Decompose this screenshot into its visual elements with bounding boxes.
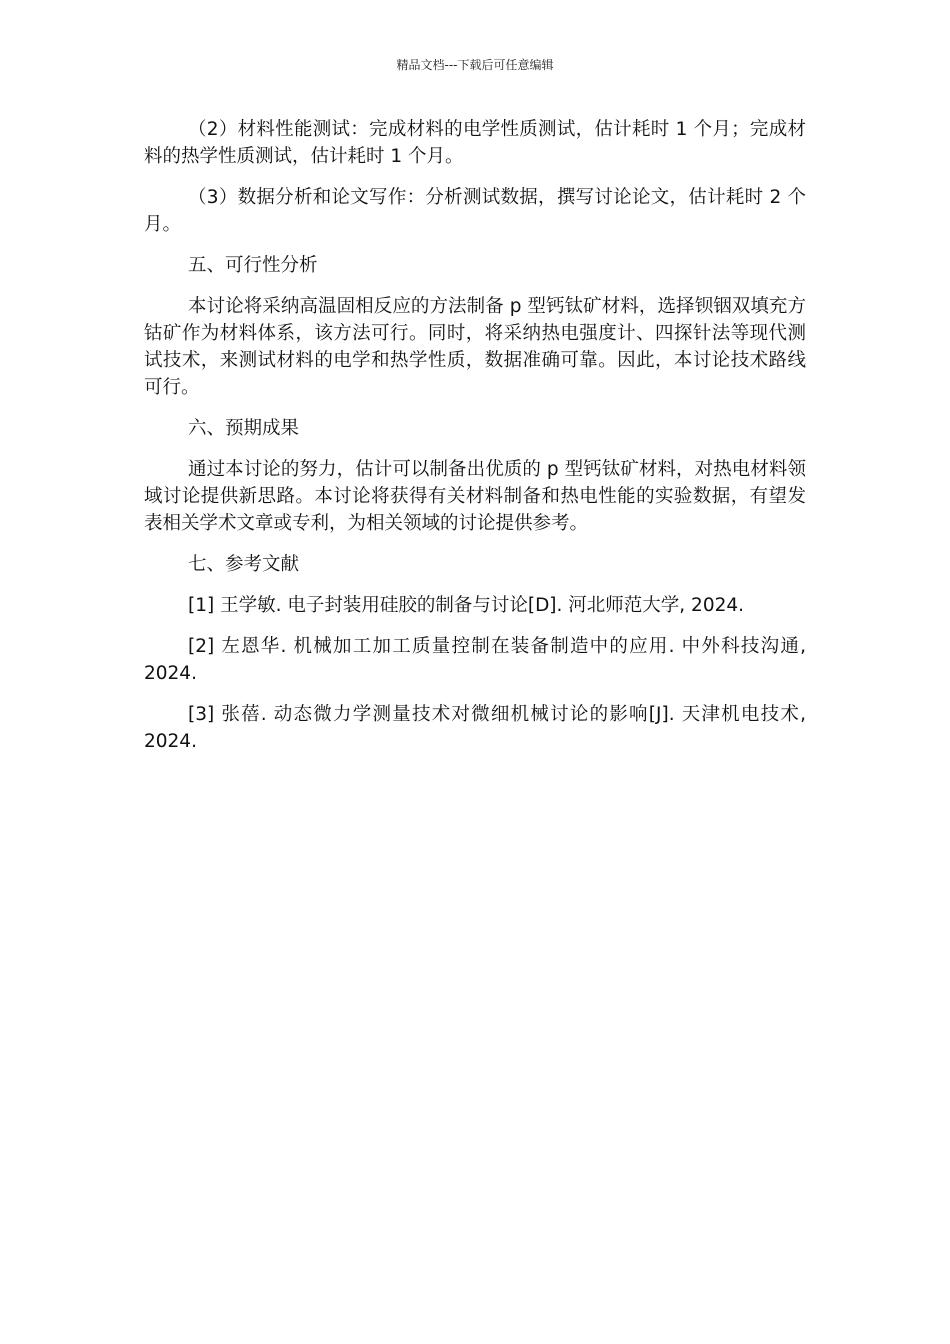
- reference-item-3: [3] 张蓓. 动态微力学测量技术对微细机械讨论的影响[J]. 天津机电技术, 2024.: [144, 704, 806, 752]
- paragraph-expected-results: 通过本讨论的努力，估计可以制备出优质的 p 型钙钛矿材料，对热电材料领域讨论提供新思路。本讨论将获得有关材料制备和热电性能的实验数据，有望发表相关学术文章或专利，为相关领域的讨论提供参考。: [144, 459, 806, 534]
- paragraph-data-analysis: （3）数据分析和论文写作：分析测试数据，撰写讨论论文，估计耗时 2 个月。: [144, 187, 806, 235]
- paragraph-feasibility: 本讨论将采纳高温固相反应的方法制备 p 型钙钛矿材料，选择钡铟双填充方钴矿作为材料体系，该方法可行。同时，将采纳热电强度计、四探针法等现代测试技术，来测试材料的电学和热学性质，数据准确可靠。因此，本讨论技术路线可行。: [144, 296, 806, 398]
- section-heading-references: 七、参考文献: [188, 554, 300, 575]
- page-header: 精品文档---下载后可任意编辑: [396, 58, 554, 72]
- section-heading-expected-results: 六、预期成果: [188, 418, 300, 439]
- section-heading-feasibility: 五、可行性分析: [188, 255, 318, 276]
- paragraph-material-testing: （2）材料性能测试：完成材料的电学性质测试，估计耗时 1 个月；完成材料的热学性质测试，估计耗时 1 个月。: [144, 119, 806, 167]
- reference-item-2: [2] 左恩华. 机械加工加工质量控制在装备制造中的应用. 中外科技沟通, 2024.: [144, 636, 806, 684]
- reference-item-1: [1] 王学敏. 电子封装用硅胶的制备与讨论[D]. 河北师范大学, 2024.: [188, 595, 745, 616]
- document-body: [144, 116, 806, 769]
